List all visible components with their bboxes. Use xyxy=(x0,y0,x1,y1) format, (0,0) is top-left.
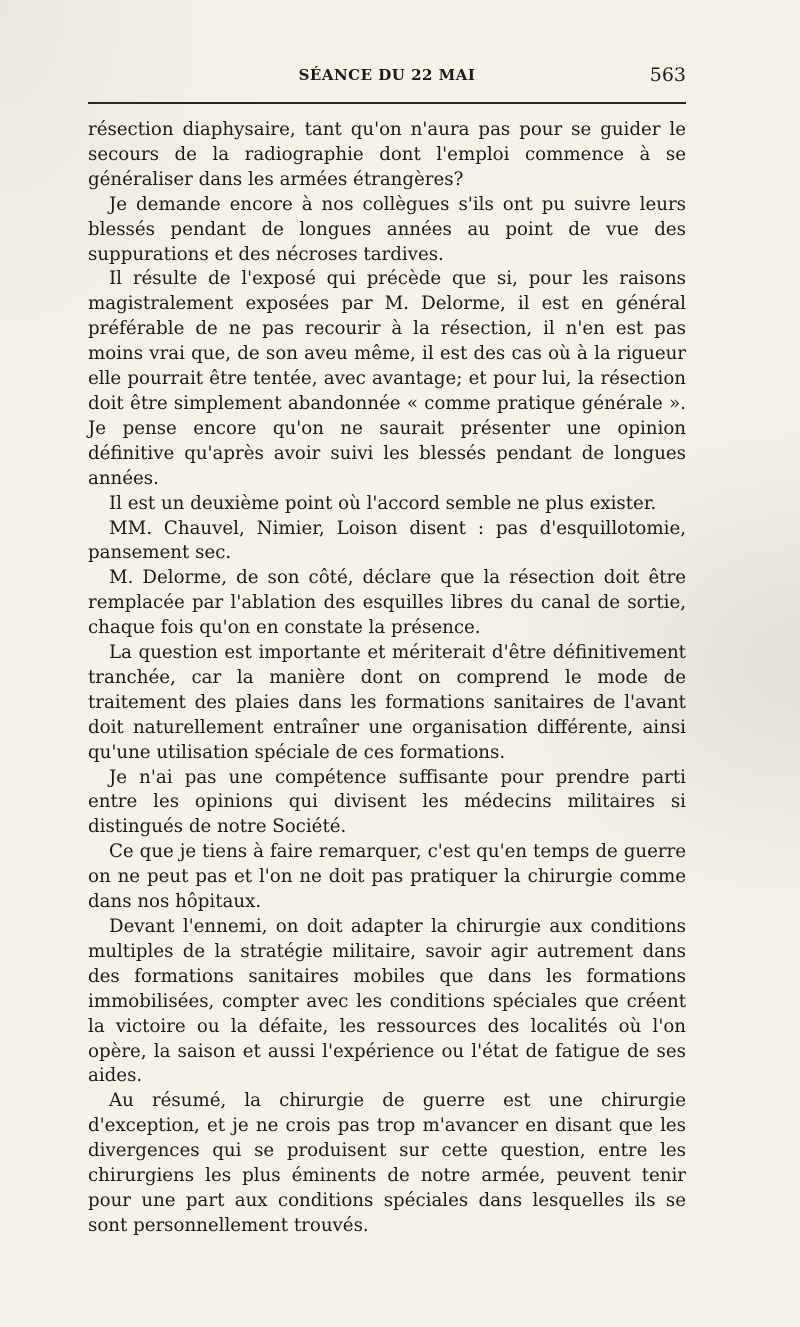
paragraph-continuation: résection diaphysaire, tant qu'on n'aura pas pour se guider le secours de la radiographie dont l'emploi commence à se généraliser dans les armées étrangères? xyxy=(88,119,686,190)
paragraph: La question est importante et mériterait d'être définitivement tranchée, car la manière dont on comprend le mode de traitement des plaies dans les formations sanitaires de l'avant doit naturellement entraîner une organisation différente, ainsi qu'une utilisation spéciale de ces formations. xyxy=(88,642,686,763)
paragraph: Je n'ai pas une compétence suffisante pour prendre parti entre les opinions qui divisent les médecins militaires si distingués de notre Société. xyxy=(88,766,686,838)
running-head xyxy=(88,64,686,86)
body-text xyxy=(88,118,686,1239)
paragraph: Il résulte de l'exposé qui précède que si, pour les raisons magistralement exposées par M. Delorme, il est en général préférable de ne pas recourir à la résection, il n'en est pas moins vrai que, de son aveu même, il est des cas où à la rigueur elle pourrait être tentée, avec avantage; et pour lui, la résection doit être simplement abandonnée « comme pratique générale ». Je pense encore qu'on ne saurait présenter une opinion définitive qu'après avoir suivi les blessés pendant de longues années. xyxy=(88,268,686,489)
paragraph: Ce que je tiens à faire remarquer, c'est qu'en temps de guerre on ne peut pas et l'on ne doit pas pratiquer la chirurgie comme dans nos hôpitaux. xyxy=(88,841,686,913)
paragraph: Au résumé, la chirurgie de guerre est une chirurgie d'exception, et je ne crois pas trop m'avancer en disant que les divergences qui se produisent sur cette question, entre les chirurgiens les plus éminents de notre armée, peuvent tenir pour une part aux conditions spéciales dans lesquelles ils se sont personnellement trouvés. xyxy=(88,1090,686,1236)
paragraph: Je demande encore à nos collègues s'ils ont pu suivre leurs blessés pendant de longues années au point de vue des suppurations et des nécroses tardives. xyxy=(88,193,686,265)
running-title: SÉANCE DU 22 MAI xyxy=(298,66,476,84)
page-number: 563 xyxy=(649,64,686,86)
header-rule xyxy=(88,102,686,104)
paragraph: MM. Chauvel, Nimier, Loison disent : pas d'esquillotomie, pansement sec. xyxy=(88,517,686,564)
paragraph: Devant l'ennemi, on doit adapter la chirurgie aux conditions multiples de la stratégie militaire, savoir agir autrement dans des formations sanitaires mobiles que dans les formations immobilisées, compter avec les conditions spéciales que créent la victoire ou la défaite, les ressources des localités où l'on opère, la saison et aussi l'expérience ou l'état de fatigue de ses aides. xyxy=(88,916,686,1087)
paragraph: M. Delorme, de son côté, déclare que la résection doit être remplacée par l'ablation des esquilles libres du canal de sortie, chaque fois qu'on en constate la présence. xyxy=(88,567,686,639)
paragraph: Il est un deuxième point où l'accord semble ne plus exister. xyxy=(109,492,657,514)
